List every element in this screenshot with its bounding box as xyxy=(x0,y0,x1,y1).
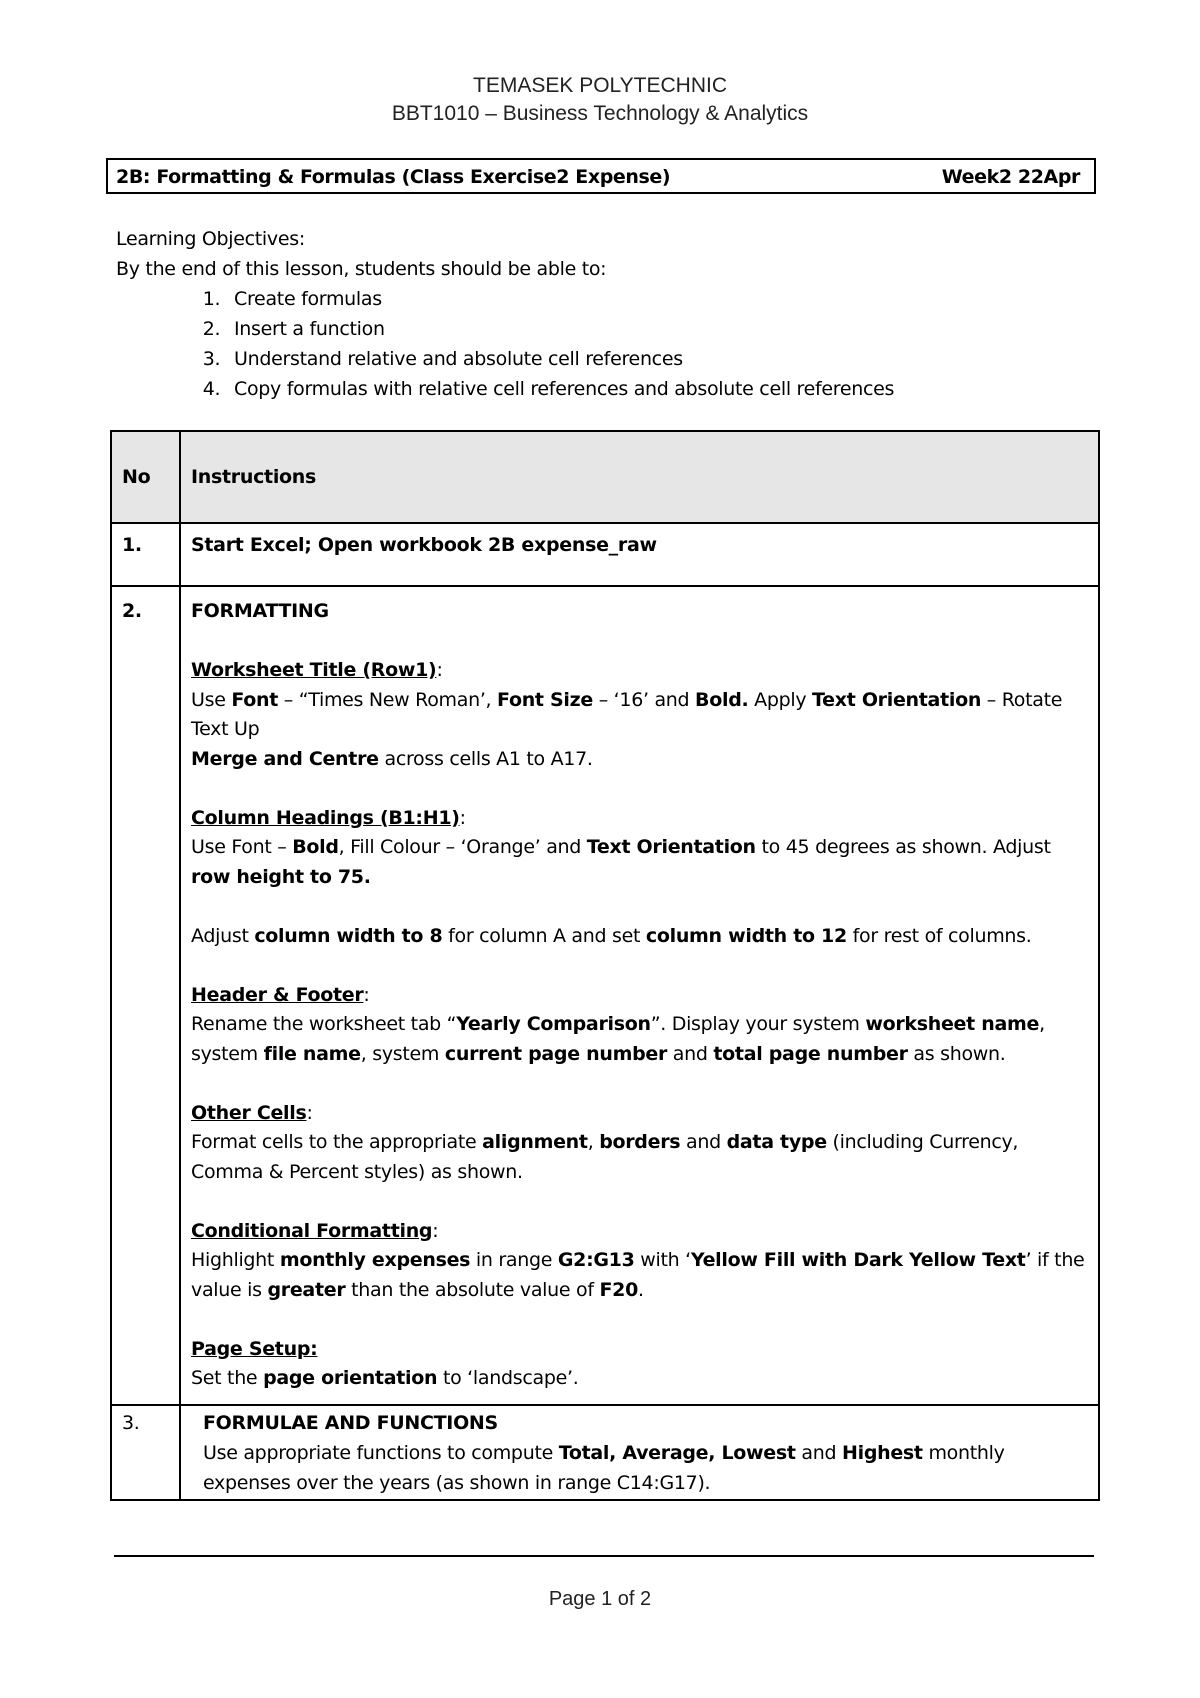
objective-item: 3. Understand relative and absolute cell references xyxy=(226,344,894,374)
table-header-row xyxy=(111,431,1099,523)
learning-objectives xyxy=(116,224,894,404)
instructions-table xyxy=(110,430,1100,1501)
objectives-intro: By the end of this lesson, students should be able to: xyxy=(116,258,607,280)
page-setup-section: Page Setup: Set the page orientation to ‘landscape’. xyxy=(191,1337,579,1389)
header-footer-section: Header & Footer: Rename the worksheet tab “Yearly Comparison”. Display your system worksheet name, system file name, system current page number and total page number as shown. xyxy=(191,983,1045,1065)
institution-name: TEMASEK POLYTECHNIC xyxy=(473,74,727,97)
row-number: 3. xyxy=(111,1405,180,1500)
course-name: BBT1010 – Business Technology & Analytics xyxy=(391,102,809,125)
exercise-title-box xyxy=(106,158,1096,194)
footer-divider xyxy=(114,1555,1094,1557)
exercise-week: Week2 22Apr xyxy=(941,166,1080,188)
objective-item: 2. Insert a function xyxy=(226,314,894,344)
section-heading: Other Cells xyxy=(191,1101,307,1124)
row-instruction: Start Excel; Open workbook 2B expense_raw xyxy=(180,523,1099,586)
column-headings-section: Column Headings (B1:H1): Use Font – Bold, Fill Colour – ‘Orange’ and Text Orientation to 45 degrees as shown. Adjust row height to 75. xyxy=(191,806,1051,888)
section-heading: Page Setup: xyxy=(191,1337,318,1360)
exercise-title: 2B: Formatting & Formulas (Class Exercise2 Expense) xyxy=(116,166,671,188)
header-no: No xyxy=(111,431,180,523)
row-number: 2. xyxy=(111,586,180,1405)
column-width-section: Adjust column width to 8 for column A and set column width to 12 for rest of columns. xyxy=(191,924,1032,947)
table-row xyxy=(111,586,1099,1405)
objectives-heading: Learning Objectives: xyxy=(116,228,305,250)
section-heading: Column Headings (B1:H1) xyxy=(191,806,460,829)
objectives-list xyxy=(116,284,894,404)
table-row xyxy=(111,1405,1099,1500)
row-instruction: FORMULAE AND FUNCTIONS Use appropriate functions to compute Total, Average, Lowest and Highest monthly expenses over the years (as shown in range C14:G17). xyxy=(180,1405,1099,1500)
section-heading: Conditional Formatting xyxy=(191,1219,433,1242)
header-instructions: Instructions xyxy=(180,431,1099,523)
table-row xyxy=(111,523,1099,586)
formulae-heading: FORMULAE AND FUNCTIONS xyxy=(203,1411,498,1434)
worksheet-title-section: Worksheet Title (Row1): Use Font – “Times New Roman’, Font Size – ‘16’ and Bold. Apply Text Orientation – Rotate Text Up Merge and Centre across cells A1 to A17. xyxy=(191,659,1063,770)
row-number: 1. xyxy=(111,523,180,586)
row-instruction xyxy=(180,586,1099,1405)
page-number: Page 1 of 2 xyxy=(548,1588,652,1610)
section-heading: Worksheet Title (Row1) xyxy=(191,659,437,681)
section-heading: Header & Footer xyxy=(191,983,364,1006)
objective-item: 1. Create formulas xyxy=(226,284,894,314)
conditional-formatting-section: Conditional Formatting: Highlight monthly expenses in range G2:G13 with ‘Yellow Fill with Dark Yellow Text’ if the value is greater than the absolute value of F20. xyxy=(191,1219,1085,1301)
other-cells-section: Other Cells: Format cells to the appropriate alignment, borders and data type (including Currency, Comma & Percent styles) as shown. xyxy=(191,1101,1019,1183)
formatting-heading: FORMATTING xyxy=(191,600,329,622)
objective-item: 4. Copy formulas with relative cell references and absolute cell references xyxy=(226,374,894,404)
